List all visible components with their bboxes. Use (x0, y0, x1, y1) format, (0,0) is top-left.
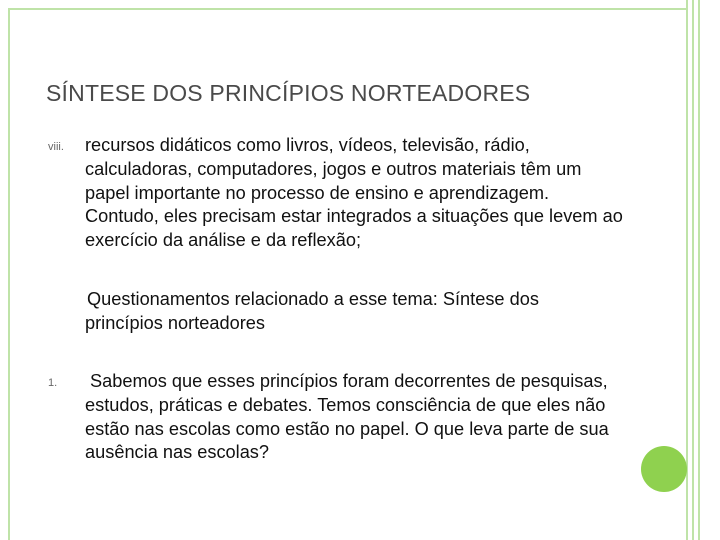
right-decorative-lines (686, 0, 706, 540)
item-viii-text: recursos didáticos como livros, vídeos, televisão, rádio, calculadoras, computadores, jogos e outros materiais têm um papel importante no processo de ensino e aprendizagem. Contudo, eles precisam estar integrados a situações que levem ao exercício da análise e da reflexão; (85, 135, 623, 251)
decorative-circle (641, 446, 687, 492)
questions-heading: Questionamentos relacionado a esse tema: Síntese dos princípios norteadores (85, 289, 539, 333)
frame-left-line (8, 8, 10, 540)
question-1-text: Sabemos que esses princípios foram decorrentes de pesquisas, estudos, práticas e debates. Temos consciência de que eles não estão nas escolas como estão no papel. O que leva parte de sua ausência nas escolas? (85, 371, 609, 463)
slide-title: SÍNTESE DOS PRINCÍPIOS NORTEADORES (46, 80, 531, 106)
list-marker-viii: viii. (48, 141, 64, 153)
frame-top-line (8, 8, 688, 10)
question-marker-1: 1. (48, 377, 58, 389)
